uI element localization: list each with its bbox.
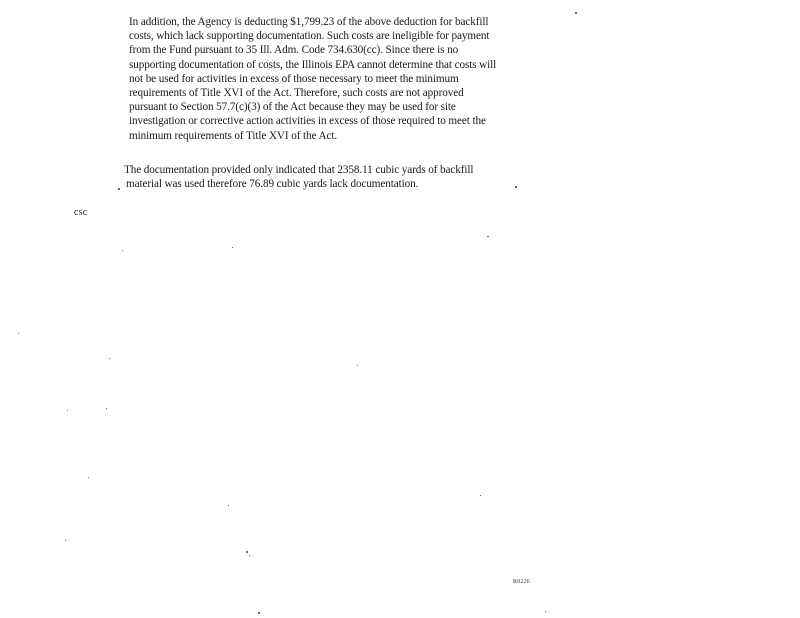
paragraph-line: The documentation provided only indicated that 2358.11 cubic yards of backfill: [124, 164, 474, 176]
scan-speck: [246, 551, 248, 553]
scan-speck: [480, 495, 481, 496]
scan-speck: [118, 188, 120, 190]
paragraph-line: costs, which lack supporting documentation. Such costs are ineligible for payment: [129, 30, 490, 43]
paragraph-line: material was used therefore 76.89 cubic yards lack documentation.: [126, 178, 419, 191]
paragraph-line: requirements of Title XVI of the Act. Therefore, such costs are not approved: [129, 87, 464, 100]
scan-speck: [67, 410, 68, 411]
scan-speck: [106, 408, 107, 409]
scan-speck: [232, 247, 233, 248]
author-initials: csc: [74, 207, 88, 218]
scan-speck: [65, 540, 66, 541]
scan-speck: [18, 333, 19, 334]
scan-speck: [122, 250, 123, 251]
scan-speck: [545, 611, 546, 612]
paragraph-line: supporting documentation of costs, the Illinois EPA cannot determine that costs will: [129, 58, 497, 71]
paragraph-line: pursuant to Section 57.7(c)(3) of the Act because they may be used for site: [129, 101, 456, 114]
scan-speck: [109, 358, 110, 359]
scan-speck: [249, 555, 250, 556]
scan-speck: [515, 186, 517, 188]
scan-speck: [575, 12, 577, 14]
scan-speck: [487, 236, 489, 237]
page-stamp-number: R0226: [513, 579, 531, 585]
paragraph-line: from the Fund pursuant to 35 Ill. Adm. Code 734.630(cc). Since there is no: [129, 44, 459, 57]
paragraph-line: not be used for activities in excess of those necessary to meet the minimum: [129, 72, 459, 85]
scan-speck: [258, 612, 260, 614]
backfill-documentation-paragraph: [124, 163, 473, 191]
scan-speck: [357, 365, 358, 366]
paragraph-line: In addition, the Agency is deducting $1,799.23 of the above deduction for backfill: [129, 16, 489, 28]
paragraph-line: investigation or corrective action activities in excess of those required to meet the: [129, 115, 486, 128]
scan-speck: [88, 477, 89, 478]
paragraph-line: minimum requirements of Title XVI of the Act.: [129, 129, 338, 142]
scan-speck: [228, 505, 229, 506]
backfill-deduction-paragraph: [129, 15, 496, 143]
